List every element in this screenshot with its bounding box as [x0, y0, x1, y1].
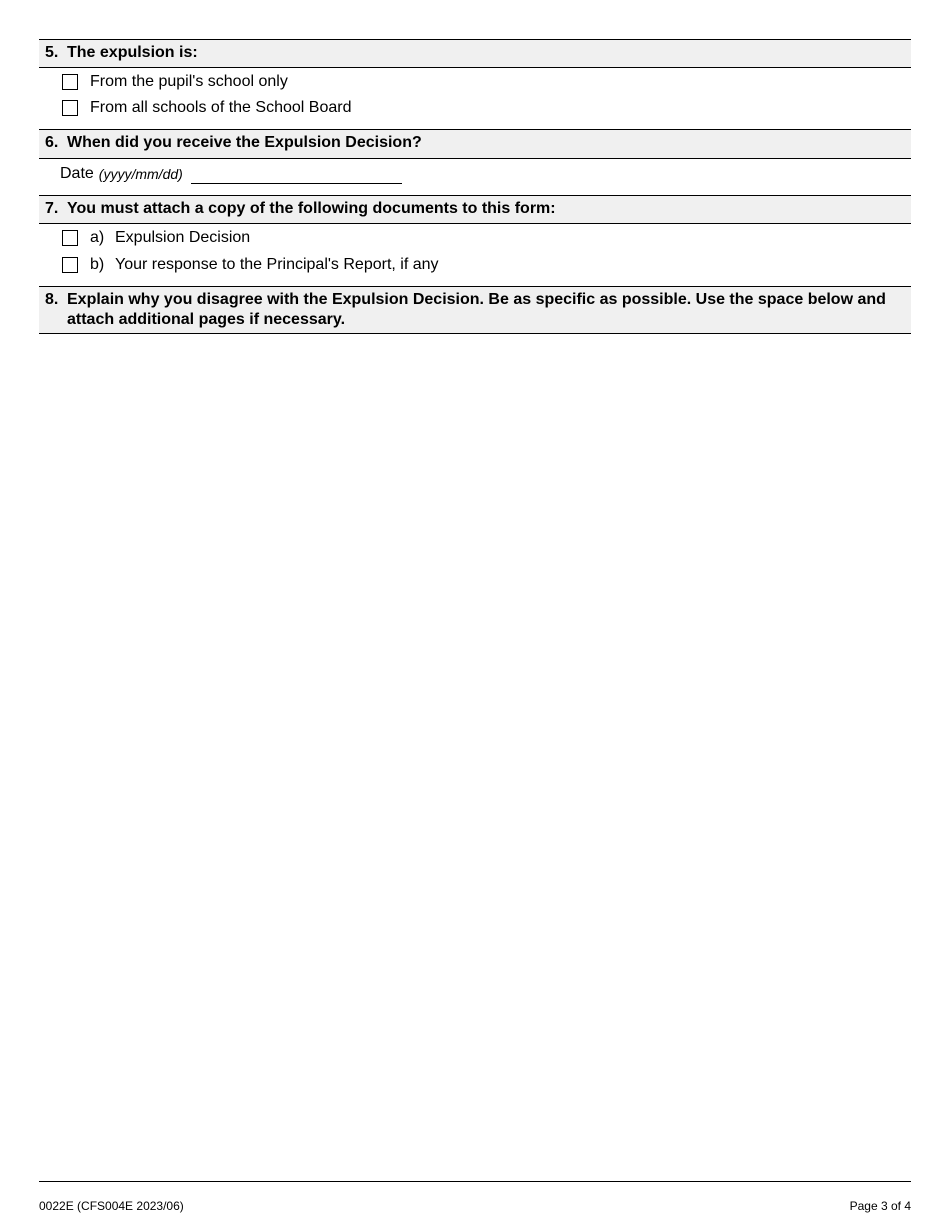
option-principal-report-response[interactable] — [62, 255, 439, 275]
expulsion-decision-checkbox[interactable] — [62, 230, 78, 246]
option-school-only[interactable] — [62, 72, 288, 92]
all-schools-label: From all schools of the School Board — [90, 99, 352, 116]
section-7-number: 7. — [45, 200, 59, 217]
form-code: 0022E (CFS004E 2023/06) — [39, 1199, 184, 1213]
all-schools-checkbox[interactable] — [62, 100, 78, 116]
section-6-header — [39, 129, 911, 159]
option-b-letter: b) — [90, 256, 105, 273]
school-only-label: From the pupil's school only — [90, 73, 288, 90]
date-row — [60, 161, 402, 184]
section-5-header — [39, 39, 911, 68]
expulsion-decision-label: Expulsion Decision — [115, 229, 251, 246]
section-5-heading: The expulsion is: — [67, 44, 198, 61]
explanation-area[interactable] — [39, 336, 911, 1166]
section-7-header — [39, 195, 911, 224]
section-6-heading: When did you receive the Expulsion Decision? — [67, 134, 422, 151]
date-format-hint: (yyyy/mm/dd) — [98, 166, 183, 182]
date-input[interactable] — [191, 161, 402, 184]
section-6-number: 6. — [45, 134, 59, 151]
page-number: Page 3 of 4 — [849, 1199, 911, 1213]
section-8-header — [39, 286, 911, 334]
section-7-heading: You must attach a copy of the following documents to this form: — [67, 200, 556, 217]
date-label: Date — [60, 165, 94, 182]
option-all-schools[interactable] — [62, 98, 351, 118]
section-5-number: 5. — [45, 44, 59, 61]
section-8-heading: Explain why you disagree with the Expulsion Decision. Be as specific as possible. Use the space below and attach additional pages if necessary. — [67, 291, 886, 328]
option-a-letter: a) — [90, 229, 105, 246]
principal-report-label: Your response to the Principal's Report, if any — [115, 256, 439, 273]
option-expulsion-decision[interactable] — [62, 228, 250, 248]
section-8-number: 8. — [45, 291, 59, 308]
principal-report-checkbox[interactable] — [62, 257, 78, 273]
school-only-checkbox[interactable] — [62, 74, 78, 90]
footer-divider — [39, 1181, 911, 1182]
